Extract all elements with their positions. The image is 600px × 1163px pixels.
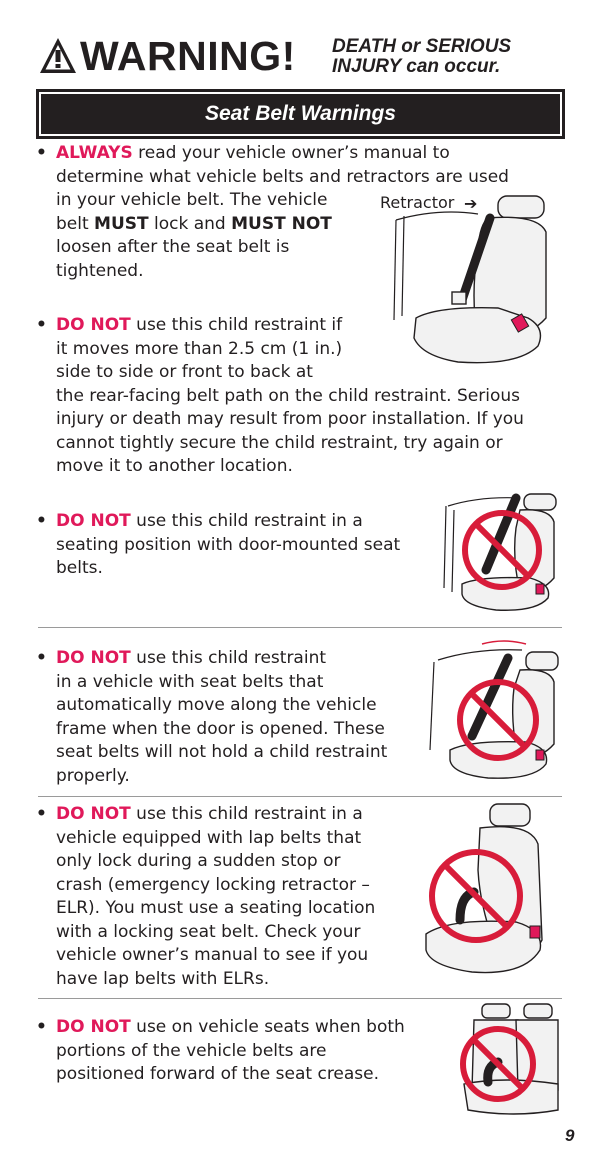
text-line: in your vehicle belt. The vehicle — [56, 190, 328, 210]
item-text — [56, 142, 566, 166]
keyword: DO NOT — [56, 804, 131, 824]
text-line: side to side or front to back at — [56, 362, 313, 382]
warning-item-seat-crease — [36, 1016, 456, 1087]
warning-subtitle-line1: DEATH or SERIOUS — [332, 36, 512, 57]
emphasis-must: MUST — [94, 213, 149, 234]
text-line: properly. — [56, 765, 130, 786]
buckle-icon — [536, 584, 544, 594]
warning-subtitle — [332, 37, 572, 77]
text-line: tightened. — [56, 260, 144, 281]
bullet: • — [36, 143, 47, 163]
arrow-right-icon: ➔ — [464, 194, 478, 213]
text-line: the rear-facing belt path on the child restraint. Serious — [56, 385, 520, 406]
text-line: determine what vehicle belts and retractors are used — [56, 166, 509, 187]
emphasis-must-not: MUST NOT — [231, 213, 332, 234]
buckle-icon — [536, 750, 544, 760]
text-line: with a locking seat belt. Check your — [56, 921, 361, 942]
text-line: use this child restraint — [130, 648, 327, 668]
seat-back-icon — [516, 1020, 558, 1090]
headrest-icon — [526, 652, 558, 670]
text-line: portions of the vehicle belts are — [56, 1040, 327, 1061]
text-fragment: belt — [56, 213, 95, 234]
headrest-icon — [482, 1004, 510, 1018]
warning-subtitle-line2: INJURY can occur. — [332, 56, 501, 77]
text-line: loosen after the seat belt is — [56, 237, 290, 257]
text-line: belts. — [56, 558, 103, 578]
warning-title: WARNING! — [80, 33, 296, 79]
text-line: seat belts will not hold a child restraint — [56, 742, 388, 762]
headrest-icon — [490, 804, 530, 826]
motion-arrow-icon — [482, 641, 526, 644]
text-fragment: lock and — [148, 213, 232, 234]
warning-triangle-icon — [38, 36, 78, 76]
bullet: • — [36, 648, 47, 668]
item-text — [56, 647, 456, 671]
warning-item-elr — [36, 803, 456, 991]
lap-belt — [460, 892, 474, 920]
text-line: read your vehicle owner’s manual to — [132, 143, 450, 163]
warning-item-door-mounted — [36, 510, 456, 581]
bullet: • — [36, 315, 47, 335]
bullet: • — [36, 511, 47, 531]
buckle-latch-icon — [452, 292, 466, 304]
text-line: use this child restraint in a — [130, 511, 363, 531]
page-number: 9 — [565, 1126, 575, 1145]
text-line: have lap belts with ELRs. — [56, 968, 270, 989]
bullet: • — [36, 804, 47, 824]
item-text — [56, 510, 456, 534]
text-line: cannot tightly secure the child restraint, try again or — [56, 432, 503, 453]
keyword: ALWAYS — [56, 143, 133, 163]
text-line: positioned forward of the seat crease. — [56, 1064, 380, 1084]
retractor-label: Retractor — [380, 193, 455, 212]
text-line: use on vehicle seats when both — [130, 1017, 405, 1037]
headrest-icon — [524, 1004, 552, 1018]
text-line: vehicle equipped with lap belts that — [56, 827, 362, 848]
divider — [38, 627, 562, 628]
item-text — [56, 1016, 456, 1040]
buckle-icon — [530, 926, 540, 938]
section-banner — [38, 91, 563, 137]
warning-header — [38, 30, 338, 82]
text-line: in a vehicle with seat belts that — [56, 671, 324, 692]
text-line: use this child restraint in a — [130, 804, 363, 824]
headrest-icon — [524, 494, 556, 510]
text-line: frame when the door is opened. These — [56, 718, 385, 739]
warning-item-movement — [36, 314, 566, 479]
text-line: crash (emergency locking retractor – — [56, 874, 370, 895]
text-line: injury or death may result from poor installation. If you — [56, 409, 524, 429]
keyword: DO NOT — [56, 648, 131, 668]
automatic-belt-prohibited-illustration — [426, 640, 560, 790]
text-line: it moves more than 2.5 cm (1 in.) — [56, 338, 343, 359]
text-line: use this child restraint if — [130, 315, 343, 335]
elr-lap-belt-prohibited-illustration — [420, 800, 560, 990]
item-text — [56, 803, 456, 827]
text-line: automatically move along the vehicle — [56, 695, 377, 715]
seat-crease-prohibited-illustration — [444, 1002, 560, 1120]
text-line: seating position with door-mounted seat — [56, 534, 401, 555]
keyword: DO NOT — [56, 1017, 131, 1037]
keyword: DO NOT — [56, 511, 131, 531]
door-mounted-belt-prohibited-illustration — [440, 488, 560, 618]
bullet: • — [36, 1017, 47, 1037]
warning-item-automatic-belts — [36, 647, 456, 788]
text-line: move it to another location. — [56, 456, 293, 476]
divider — [38, 998, 562, 999]
text-line: vehicle owner’s manual to see if you — [56, 945, 369, 965]
text-line: ELR). You must use a seating location — [56, 898, 376, 918]
text-line: only lock during a sudden stop or — [56, 851, 341, 871]
item-text — [56, 314, 566, 338]
headrest-icon — [498, 196, 544, 218]
keyword: DO NOT — [56, 315, 131, 335]
section-title: Seat Belt Warnings — [205, 102, 396, 125]
divider — [38, 796, 562, 797]
